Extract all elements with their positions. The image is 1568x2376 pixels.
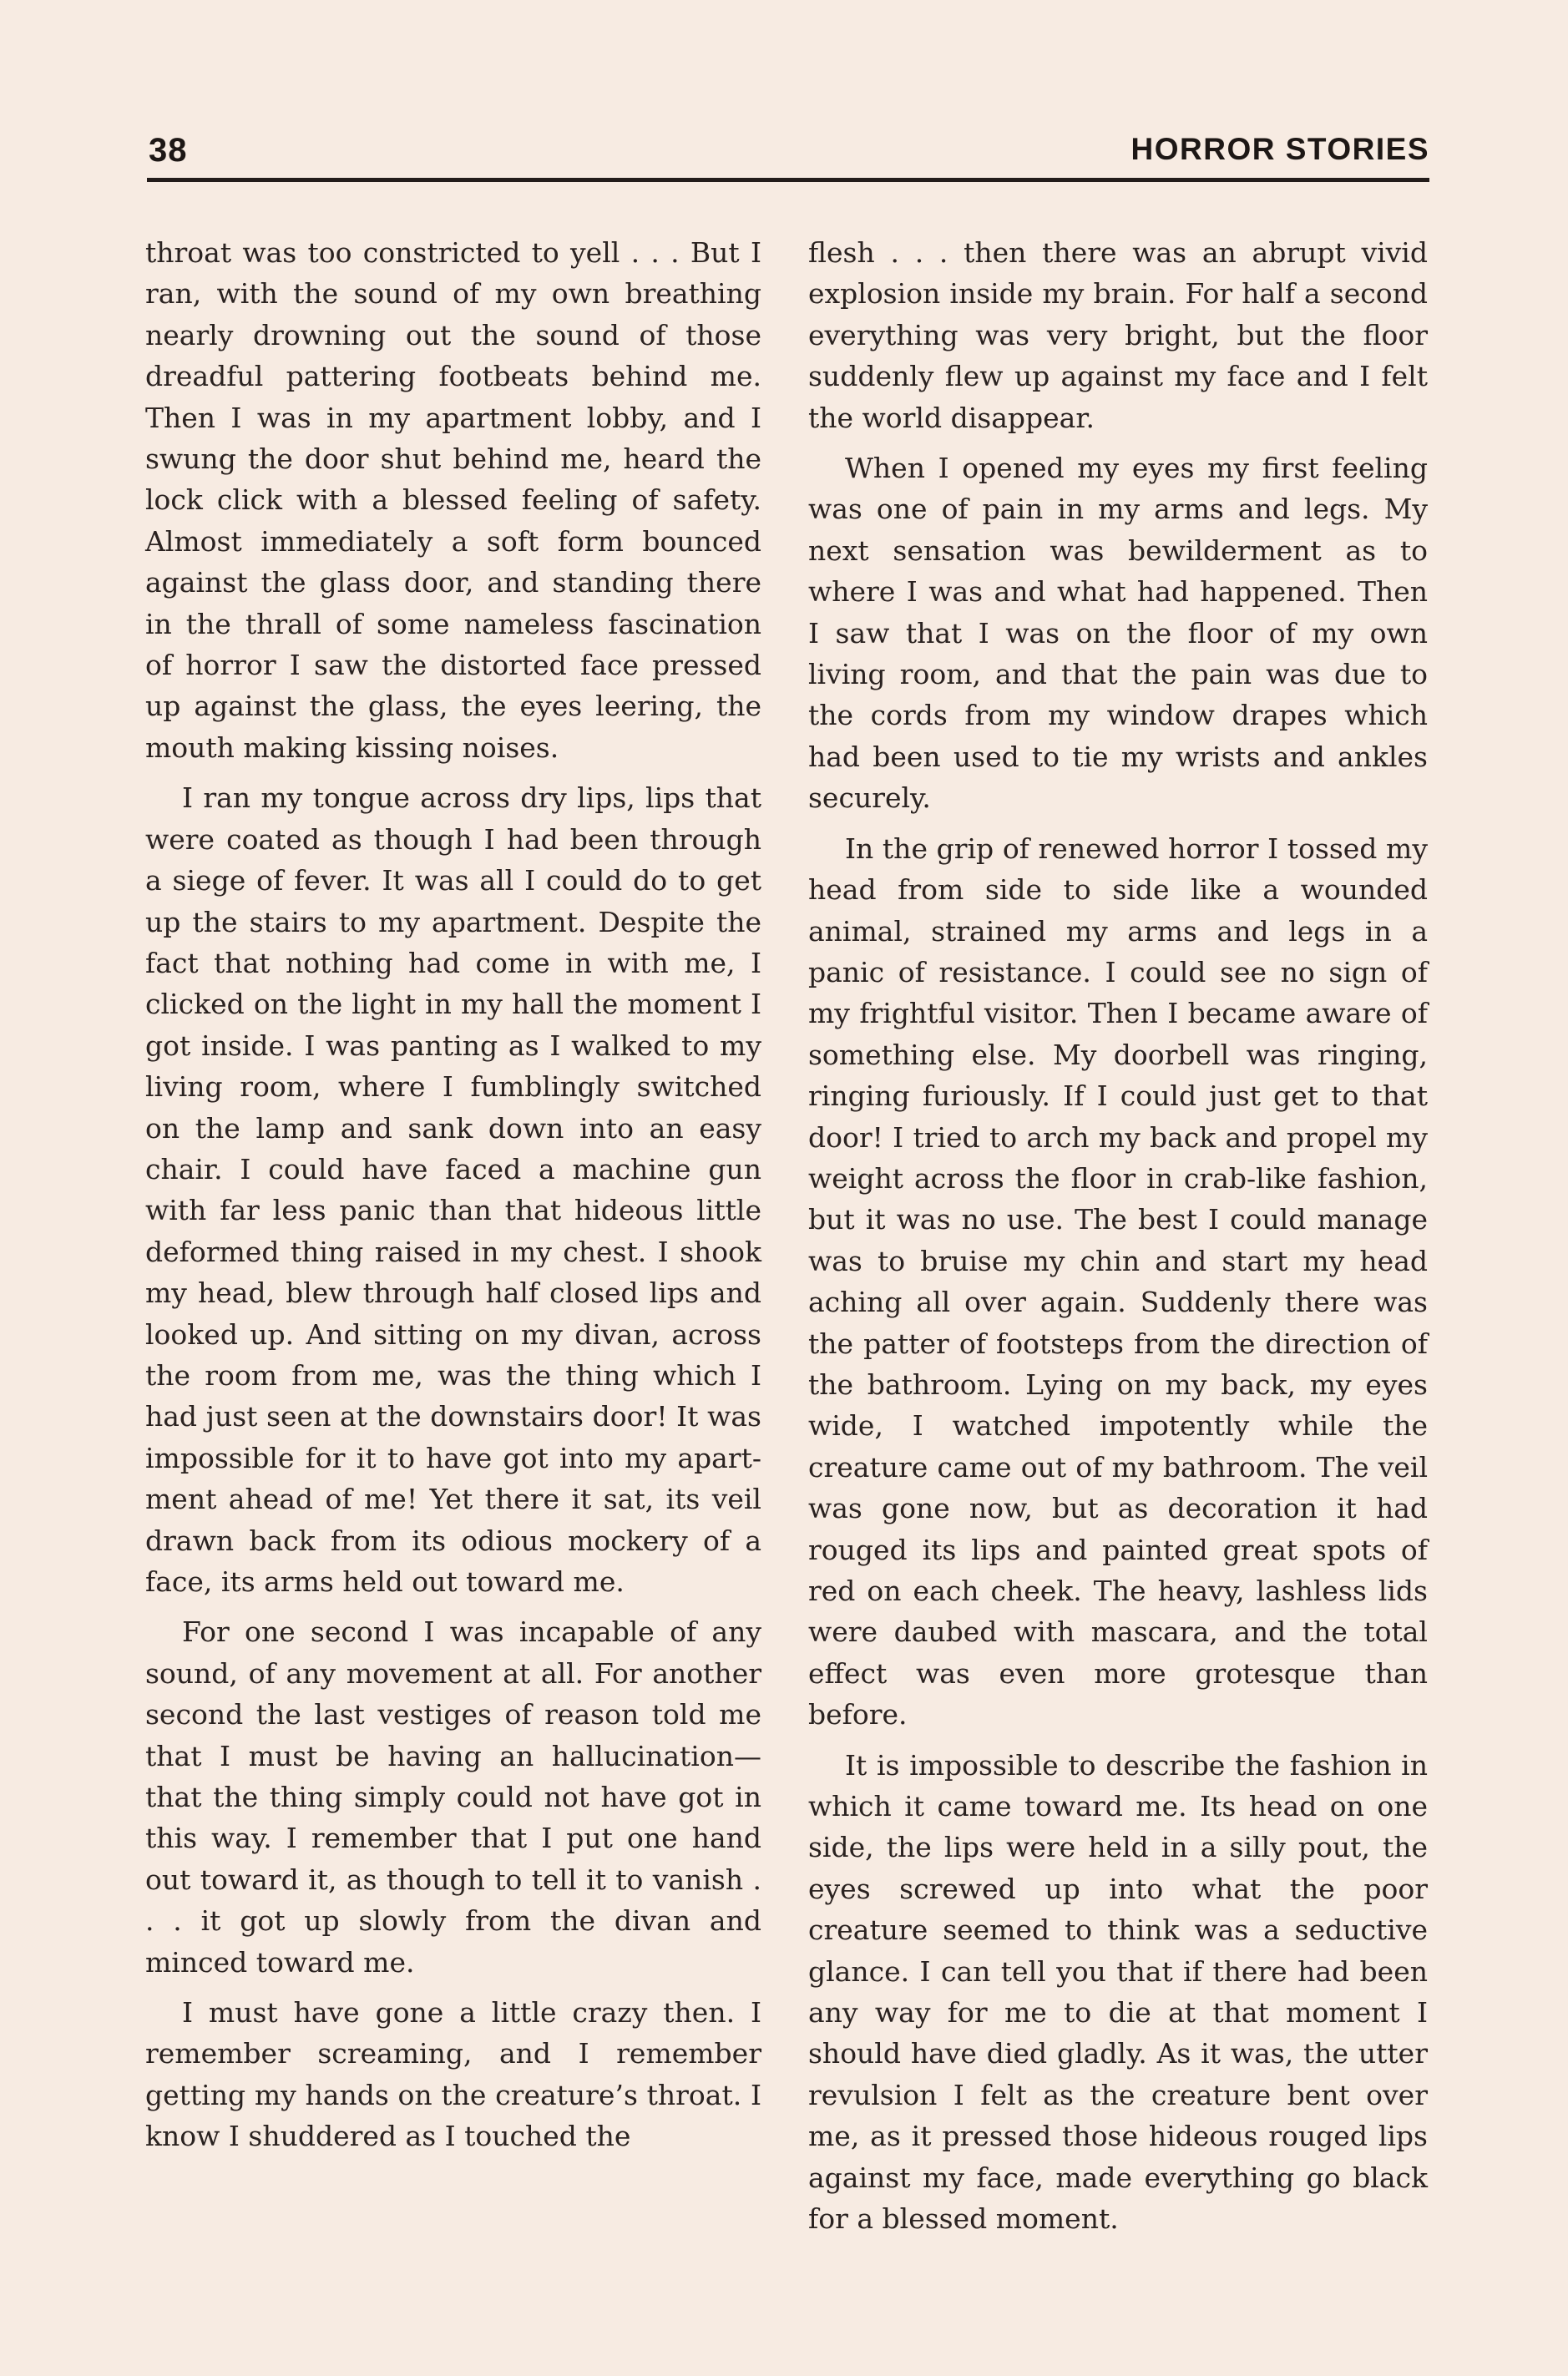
- paragraph: throat was too constricted to yell . . . But I ran, with the sound of my own breathing nearly drowning out the sound of those dreadful pattering footbeats behind me. Then I was in my apartment lobby, and I swung the door shut behind me, heard the lock click with a blessed feeling of safety. Almost immediately a soft form bounced against the glass door, and standing there in the thrall of some nameless fascination of horror I saw the distorted face pressed up against the glass, the eyes leering, the mouth making kissing noises.: [145, 236, 761, 764]
- paragraph: I ran my tongue across dry lips, lips that were coated as though I had been through a siege of fever. It was all I could do to get up the stairs to my apartment. Despite the fact that nothing had come in with me, I clicked on the light in my hall the moment I got inside. I was panting as I walked to my living room, where I fumblingly switched on the lamp and sank down into an easy chair. I could have faced a machine gun with far less panic than that hideous little deformed thing raised in my chest. I shook my head, blew through half closed lips and looked up. And sitting on my divan, across the room from me, was the thing which I had just seen at the downstairs door! It was impossible for it to have got into my apartment ahead of me! Yet there it sat, its veil drawn back from its odious mockery of a face, its arms held out toward me.: [145, 781, 761, 1598]
- running-title: HORROR STORIES: [1130, 132, 1429, 166]
- right-column: [808, 232, 1428, 2249]
- page-header: [147, 132, 1429, 184]
- page-number: 38: [149, 132, 188, 169]
- paragraph: When I opened my eyes my first feeling was one of pain in my arms and legs. My next sensation was bewilderment as to where I was and what had happened. Then I saw that I was on the floor of my own living room, and that the pain was due to the cords from my window drapes which had been used to tie my wrists and ankles securely.: [808, 452, 1428, 815]
- paragraph: For one second I was incapable of any sound, of any movement at all. For another second the last vestiges of reason told me that I must be having an hallucination—that the thing simply could not have got in this way. I remember that I put one hand out toward it, as though to tell it to vanish . . . it got up slowly from the divan and minced toward me.: [145, 1615, 761, 1979]
- paragraph: flesh . . . then there was an abrupt vivid explosion inside my brain. For half a second everything was very bright, but the floor suddenly flew up against my face and I felt the world disappear.: [808, 236, 1428, 434]
- paragraph: It is impossible to describe the fashion in which it came toward me. Its head on one side, the lips were held in a silly pout, the eyes screwed up into what the poor creature seemed to think was a seductive glance. I can tell you that if there had been any way for me to die at that moment I should have died gladly. As it was, the utter revulsion I felt as the creature bent over me, as it pressed those hideous rouged lips against my face, made everything go black for a blessed moment.: [808, 1748, 1428, 2236]
- header-rule: [147, 178, 1429, 182]
- paragraph: I must have gone a little crazy then. I remember screaming, and I remember getting my hands on the creature’s throat. I know I shuddered as I touched the: [145, 1996, 761, 2153]
- left-column: [145, 232, 761, 2166]
- paragraph: In the grip of renewed horror I tossed my head from side to side like a wounded animal, strained my arms and legs in a panic of resistance. I could see no sign of my frightful visitor. Then I became aware of something else. My doorbell was ringing, ringing furiously. If I could just get to that door! I tried to arch my back and propel my weight across the floor in crab-like fashion, but it was no use. The best I could manage was to bruise my chin and start my head aching all over again. Suddenly there was the patter of footsteps from the direction of the bathroom. Lying on my back, my eyes wide, I watched impotently while the creature came out of my bathroom. The veil was gone now, but as decoration it had rouged its lips and painted great spots of red on each cheek. The heavy, lashless lids were daubed with mascara, and the total effect was even more grotesque than before.: [808, 832, 1428, 1731]
